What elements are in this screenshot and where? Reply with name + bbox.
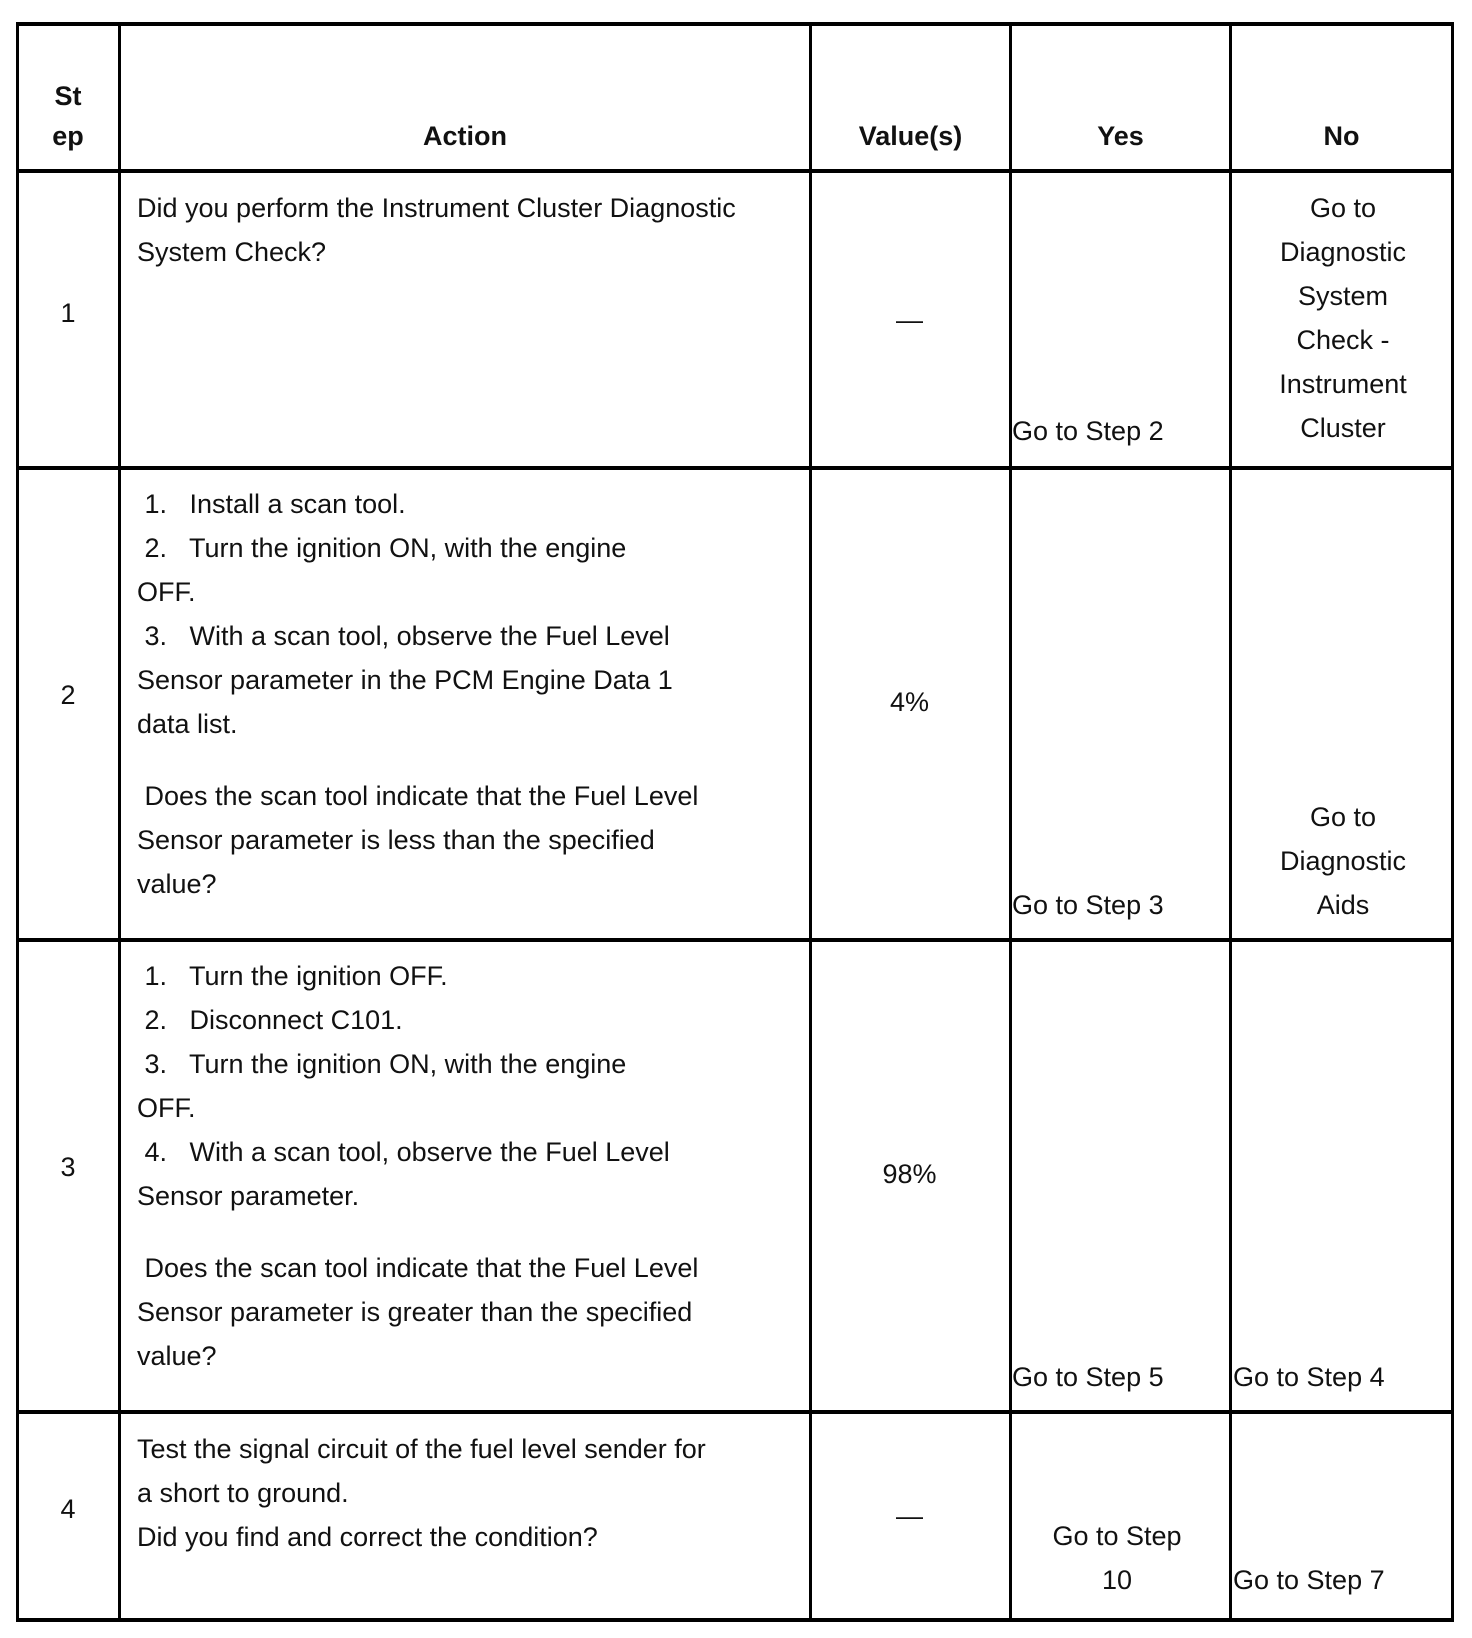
action-line: Does the scan tool indicate that the Fuel Level [137, 1253, 699, 1283]
row-2-yes [1012, 883, 1222, 927]
header-step [18, 76, 118, 156]
table-border-bottom [16, 1618, 1454, 1622]
row-4-value: — [896, 1501, 923, 1531]
row-3-value: 98% [882, 1159, 937, 1189]
action-line: 1. Install a scan tool. [137, 489, 406, 519]
action-line: 2. Turn the ignition ON, with the engine [137, 533, 627, 563]
row-4-action [137, 1427, 797, 1559]
yes-line: Go to Step 3 [1012, 890, 1164, 920]
row-1-value: — [896, 305, 923, 335]
no-line: Diagnostic [1279, 237, 1407, 267]
header-step-line2: ep [52, 121, 84, 151]
row-1-action [137, 186, 797, 274]
action-line: Sensor parameter. [137, 1181, 360, 1211]
table-border-top [16, 22, 1454, 26]
row-3-no [1233, 1355, 1453, 1399]
header-divider [16, 169, 1454, 173]
no-line: Instrument [1279, 369, 1407, 399]
row-3-step: 3 [60, 1152, 76, 1182]
row-4-yes [1012, 1514, 1222, 1602]
row-3-action [137, 954, 797, 1378]
row-3-yes [1012, 1355, 1222, 1399]
action-line: value? [137, 869, 217, 899]
no-line: Check - [1296, 325, 1390, 355]
row-4-step: 4 [60, 1494, 76, 1524]
no-line: Cluster [1300, 413, 1386, 443]
action-line: a short to ground. [137, 1478, 349, 1508]
no-line: Aids [1316, 890, 1370, 920]
no-line: Go to [1309, 193, 1377, 223]
action-line: Sensor parameter is less than the specified [137, 825, 655, 855]
action-line: 3. With a scan tool, observe the Fuel Level [137, 621, 670, 651]
action-line: value? [137, 1341, 217, 1371]
header-step-line1: St [54, 81, 82, 111]
column-divider [118, 22, 121, 1622]
action-line: System Check? [137, 237, 327, 267]
action-line: 4. With a scan tool, observe the Fuel Level [137, 1137, 670, 1167]
action-line: Sensor parameter in the PCM Engine Data 1 [137, 665, 673, 695]
row-2-no [1233, 795, 1453, 927]
action-line [137, 746, 797, 774]
row-2-action [137, 482, 797, 906]
column-divider [1229, 22, 1232, 1622]
no-line: Go to Step 4 [1233, 1362, 1385, 1392]
action-line: Did you perform the Instrument Cluster Diagnostic [137, 193, 736, 223]
no-line: Go to Step 7 [1233, 1565, 1385, 1595]
action-line: Sensor parameter is greater than the specified [137, 1297, 693, 1327]
row-1-step: 1 [60, 298, 76, 328]
header-values: Value(s) [858, 121, 963, 151]
yes-line: 10 [1101, 1565, 1133, 1595]
row-divider [16, 938, 1454, 942]
row-2-step: 2 [60, 680, 76, 710]
table-border-left [16, 22, 19, 1622]
column-divider [809, 22, 812, 1622]
no-line: System [1297, 281, 1389, 311]
no-line: Go to [1309, 802, 1377, 832]
row-2-value: 4% [889, 687, 930, 717]
action-line: 2. Disconnect C101. [137, 1005, 403, 1035]
row-1-no [1233, 186, 1453, 450]
yes-line: Go to Step [1052, 1521, 1182, 1551]
row-4-no [1233, 1558, 1453, 1602]
action-line: 3. Turn the ignition ON, with the engine [137, 1049, 627, 1079]
action-line: Does the scan tool indicate that the Fuel Level [137, 781, 699, 811]
no-line: Diagnostic [1279, 846, 1407, 876]
row-divider [16, 1410, 1454, 1414]
action-line: OFF. [137, 577, 196, 607]
action-line: data list. [137, 709, 238, 739]
header-action: Action [423, 121, 507, 151]
action-line: 1. Turn the ignition OFF. [137, 961, 448, 991]
action-line: OFF. [137, 1093, 196, 1123]
yes-line: Go to Step 5 [1012, 1362, 1164, 1392]
header-yes: Yes [1097, 121, 1144, 151]
action-line: Test the signal circuit of the fuel level sender for [137, 1434, 706, 1464]
yes-line: Go to Step 2 [1012, 416, 1164, 446]
row-divider [16, 466, 1454, 470]
action-line [137, 1218, 797, 1246]
action-line: Did you find and correct the condition? [137, 1522, 598, 1552]
row-1-yes [1012, 409, 1222, 453]
header-no: No [1323, 121, 1360, 151]
